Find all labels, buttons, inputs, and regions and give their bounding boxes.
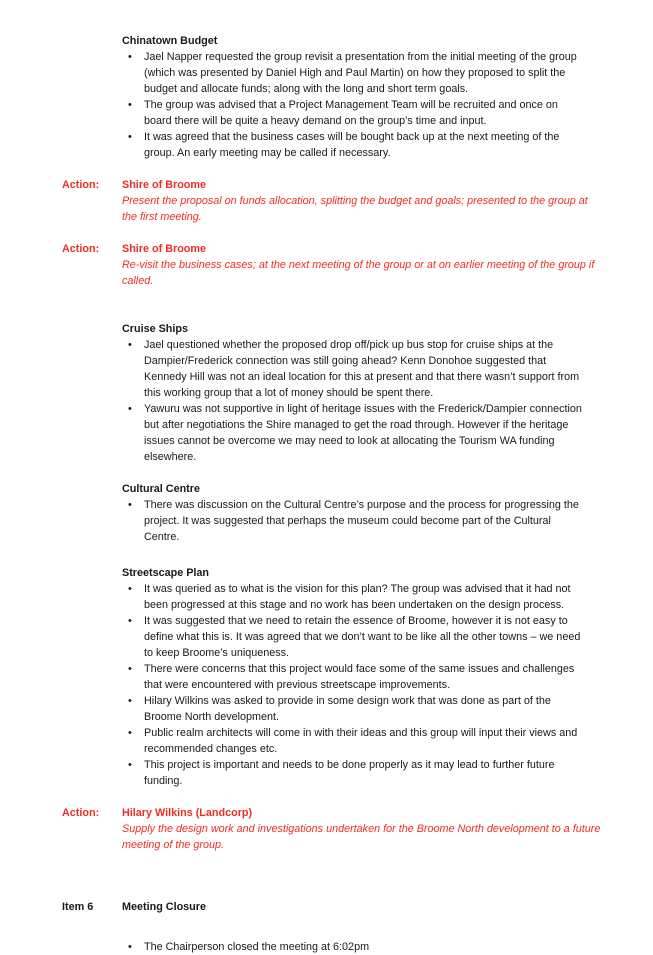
spacer: [0, 853, 653, 883]
bullet-list: [0, 337, 653, 465]
item-content: [122, 899, 653, 915]
section-cultural-centre: [0, 481, 653, 545]
action-shire-of-broome-1: [0, 177, 653, 225]
spacer: [0, 289, 653, 321]
list-item: • Public realm architects will come in with their ideas and this group will input their views and recommended changes etc.: [0, 725, 653, 757]
bullet-list: [0, 497, 653, 545]
action-detail: Supply the design work and investigations undertaken for the Broome North development to a future meeting of the group.: [122, 823, 601, 851]
section-heading: Cultural Centre: [122, 483, 200, 495]
spacer: [0, 915, 653, 939]
list-item: • The group was advised that a Project Management Team will be recruited and once on board there will be quite a heavy demand on the group’s time and input.: [0, 97, 653, 129]
item-number: Item 6: [62, 901, 94, 913]
action-owner: Shire of Broome: [122, 243, 206, 255]
list-item: • Hilary Wilkins was asked to provide in some design work that was done as part of the Broome North development.: [0, 693, 653, 725]
list-item: • Yawuru was not supportive in light of heritage issues with the Frederick/Dampier connection but after negotiations the Shire managed to get the road through. However if the heritage issues cannot be overcome we may need to look at allocating the Tourism WA funding elsewhere.: [0, 401, 653, 465]
list-item: • It was queried as to what is the vision for this plan? The group was advised that it had not been progressed at this stage and no work has been undertaken on the design process.: [0, 581, 653, 613]
action-shire-of-broome-2: [0, 241, 653, 289]
section-cruise-ships: [0, 321, 653, 465]
list-item: • This project is important and needs to be done properly as it may lead to further future funding.: [0, 757, 653, 789]
action-label: Action:: [62, 179, 100, 191]
action-detail: Present the proposal on funds allocation, splitting the budget and goals; presented to the group at the first meeting.: [122, 195, 588, 223]
action-content: [122, 177, 653, 225]
section-heading: Cruise Ships: [122, 323, 188, 335]
list-item: • There were concerns that this project would face some of the same issues and challenges that were encountered with previous streetscape improvements.: [0, 661, 653, 693]
list-item: • It was suggested that we need to retain the essence of Broome, however it is not easy to define what this is. It was agreed that we don’t want to be like all the other towns – we need to keep Broome’s uniqueness.: [0, 613, 653, 661]
section-heading: Streetscape Plan: [122, 567, 210, 579]
list-item: • It was agreed that the business cases will be bought back up at the next meeting of the group. An early meeting may be called if necessary.: [0, 129, 653, 161]
bullet-list: [0, 49, 653, 161]
bullet-list: [0, 581, 653, 789]
action-content: [122, 241, 653, 289]
section-streetscape-plan: [0, 565, 653, 789]
action-hilary-wilkins: [0, 805, 653, 853]
top-margin-spacer: [0, 0, 653, 33]
spacer: [0, 465, 653, 481]
action-detail: Re-visit the business cases; at the next meeting of the group or at on earlier meeting of the group if called.: [122, 259, 595, 287]
list-item: • The Chairperson closed the meeting at 6:02pm: [0, 939, 653, 955]
list-item: • Jael Napper requested the group revisit a presentation from the initial meeting of the group (which was presented by Daniel High and Paul Martin) on how they proposed to split the budget and allocate funds; along with the long and short term goals.: [0, 49, 653, 97]
item-6-row: [0, 899, 653, 915]
spacer: [0, 161, 653, 177]
section-heading: Chinatown Budget: [122, 35, 218, 47]
action-label: Action:: [62, 807, 100, 819]
list-item: • There was discussion on the Cultural Centre’s purpose and the process for progressing the project. It was suggested that perhaps the museum could become part of the Cultural Centre.: [0, 497, 653, 545]
list-item: • Jael questioned whether the proposed drop off/pick up bus stop for cruise ships at the Dampier/Frederick connection was still going ahead? Kenn Donohoe suggested that Kennedy Hill was not an ideal location for this at present and that there wasn’t support from this working group that a lot of money should be spent there.: [0, 337, 653, 401]
section-chinatown-budget: [0, 33, 653, 161]
spacer: [0, 883, 653, 899]
closing-bullet-list: [0, 939, 653, 955]
spacer: [0, 545, 653, 565]
item-title: Meeting Closure: [122, 901, 206, 913]
action-label: Action:: [62, 243, 100, 255]
action-owner: Shire of Broome: [122, 179, 206, 191]
spacer: [0, 225, 653, 241]
action-content: [122, 805, 653, 853]
spacer: [0, 789, 653, 805]
action-owner: Hilary Wilkins (Landcorp): [122, 807, 253, 819]
